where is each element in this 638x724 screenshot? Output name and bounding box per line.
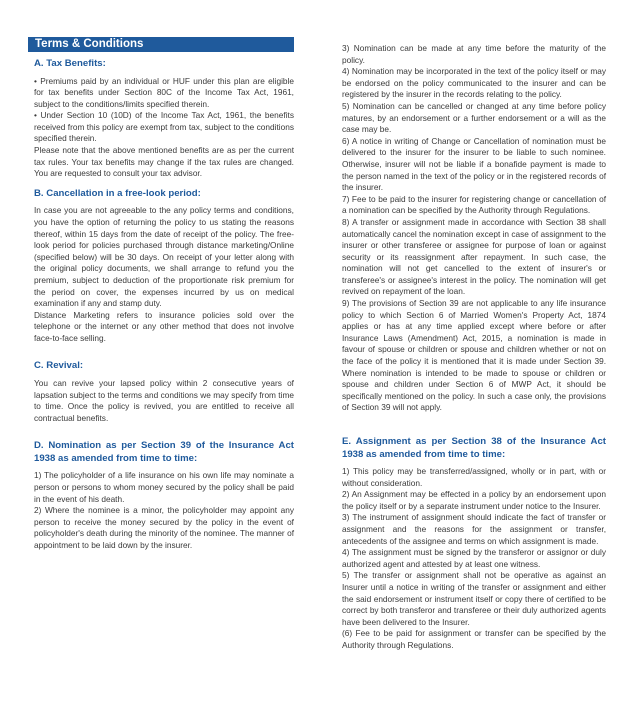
section-a-para: • Premiums paid by an individual or HUF under this plan are eligible for tax benefits under Section 80C of the Income Tax Act, 1961, subject to the conditions/limits specified therein. [34,75,294,109]
assignment-item: 3) The instrument of assignment should indicate the fact of transfer or assignment and the reasons for the assignment or transfer, antecedents of the assignee and terms on which assignment is made. [342,512,606,546]
section-d-para: 1) The policyholder of a life insurance on his own life may nominate a person or persons to whom money secured by the policy shall be paid in the event of his death. [34,470,294,504]
nomination-item: 4) Nomination may be incorporated in the text of the policy itself or may be endorsed on the policy communicated to the insurer and can be registered by the insurer in the records relating to the policy. [342,66,606,100]
section-a [34,58,294,180]
section-a-para: Please note that the above mentioned benefits are as per the current tax rules. Your tax benefits may change if the tax rules are changed. You are requested to consult your tax advisor. [34,145,294,179]
page-title: Terms & Conditions [35,38,144,50]
section-d-title: D. Nomination as per Section 39 of the Insurance Act 1938 as amended from time to time: [34,440,294,464]
left-column [34,58,294,552]
section-b-para: In case you are not agreeable to the any policy terms and conditions, you have the option of returning the policy to us stating the reasons thereof, within 15 days from the date of receipt of the policy. The free-look period for policies purchased through distance marketing/Online (specified below) will be 30 days. On receipt of your letter along with the original policy documents, we shall arrange to refund you the premium, subject to deduction of the proportionate risk premium for the period on cover, the expenses incurred by us on medical examination if any and stamp duty. [34,205,294,309]
nomination-item: 9) The provisions of Section 39 are not applicable to any life insurance policy to which Section 6 of Married Women's Property Act, 1874 applies or has at any time applied except where before or after Insurance Laws (Amendment) Act, 2015, a nomination is made in favour of spouse or children or spouse and children whether or not on the face of the policy it is mentioned that it is made under Section 39. Where nomination is intended to be made to spouse or children or spouse and children under Section 6 of MWP Act, it should be specifically mentioned on the policy. In such a case only, the provisions of Section 39 will not apply. [342,298,606,413]
assignment-item: (6) Fee to be paid for assignment or transfer can be specified by the Authority through Regulations. [342,628,606,650]
section-d [34,440,294,551]
right-column [342,43,606,652]
section-a-para: • Under Section 10 (10D) of the Income Tax Act, 1961, the benefits received from this policy are exempt from tax, subject to the conditions specified therein. [34,110,294,144]
section-b [34,188,294,345]
assignment-item: 2) An Assignment may be effected in a policy by an endorsement upon the policy itself or by a separate instrument under notice to the Insurer. [342,489,606,511]
section-e-title: E. Assignment as per Section 38 of the Insurance Act 1938 as amended from time to time: [342,436,606,460]
assignment-item: 1) This policy may be transferred/assigned, wholly or in part, with or without consideration. [342,466,606,488]
section-b-title: B. Cancellation in a free-look period: [34,187,201,199]
terms-header-bar [28,37,294,52]
nomination-item: 8) A transfer or assignment made in accordance with Section 38 shall automatically cancel the nomination except in case of assignment to the insurer or other transferee or assignee for purpose of loan or against security or its reassignment after repayment. In such case, the nomination will not get cancelled to the extent of insurer's or transferee's or assignee's interest in the policy. The nomination will get revived on repayment of the loan. [342,216,606,297]
section-d-para: 2) Where the nominee is a minor, the policyholder may appoint any person to receive the money secured by the policy in the event of policyholder's death during the minority of the nominee. The manner of appointment to be laid down by the insurer. [34,505,294,550]
section-c [34,360,294,424]
section-b-para: Distance Marketing refers to insurance policies sold over the telephone or the internet or any other method that does not involve face-to-face selling. [34,309,294,343]
nomination-item: 3) Nomination can be made at any time before the maturity of the policy. [342,43,606,65]
section-e [342,436,606,652]
section-d-continued [342,43,606,414]
nomination-item: 6) A notice in writing of Change or Cancellation of nomination must be delivered to the insurer for the insurer to be liable to such nominee. Otherwise, insurer will not be liable if a bonafide payment is made to the person named in the text of the policy or in the registered records of the insurer. [342,135,606,193]
section-a-title: A. Tax Benefits: [34,58,106,69]
section-c-title: C. Revival: [34,360,84,372]
section-c-para: You can revive your lapsed policy within 2 consecutive years of lapsation subject to the terms and conditions we may specify from time to time. Once the policy is revived, you are entitled to receive all contractual benefits. [34,377,294,423]
nomination-item: 5) Nomination can be cancelled or changed at any time before policy matures, by an endorsement or a further endorsement or a will as the case may be. [342,100,606,135]
assignment-item: 5) The transfer or assignment shall not be operative as against an Insurer until a notice in writing of the transfer or assignment and either the said endorsement or instrument itself or copy there of certified to be correct by both transferor and transferee or their duly authorized agents have been delivered to the Insurer. [342,570,606,627]
assignment-item: 4) The assignment must be signed by the transferor or assignor or duly authorized agent and attested by at least one witness. [342,547,606,569]
nomination-item: 7) Fee to be paid to the insurer for registering change or cancellation of a nomination can be specified by the Authority through Regulations. [342,193,606,216]
